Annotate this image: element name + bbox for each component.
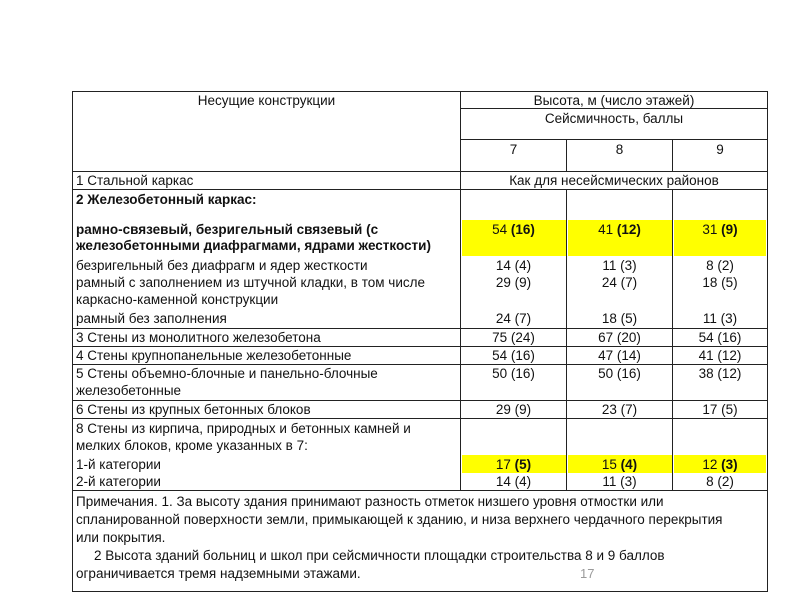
row3-value-9: 54 (16) bbox=[698, 330, 742, 345]
divider-row2d-bottom bbox=[72, 328, 768, 329]
row2a-value-7: 54 (16) bbox=[492, 222, 535, 237]
row2c-value-9: 18 (5) bbox=[702, 275, 738, 290]
row2a-value-9: 31 (9) bbox=[702, 222, 738, 237]
notes-line2: спланированной поверхности земли, примыкающей к зданию, и низа верхнего чердачного перекрытия bbox=[76, 512, 723, 527]
row2b-label: безригельный без диафрагм и ядер жесткости bbox=[76, 258, 368, 273]
notes-line5: ограничивается тремя надземными этажами. bbox=[76, 566, 361, 581]
row2c-value-8: 24 (7) bbox=[601, 275, 638, 290]
divider-row8-bottom bbox=[72, 490, 768, 491]
row8b-label: 2-й категории bbox=[76, 474, 161, 489]
header-seismic: Сейсмичность, баллы bbox=[544, 111, 684, 126]
row4-value-8: 47 (14) bbox=[598, 348, 641, 363]
row2b-value-9: 8 (2) bbox=[706, 258, 734, 273]
row3-value-7: 75 (24) bbox=[492, 330, 535, 345]
divider-row4-bottom bbox=[72, 364, 768, 365]
table-border-left bbox=[72, 91, 73, 592]
divider-row1-bottom bbox=[72, 189, 768, 190]
row2c-label-line1: рамный с заполнением из штучной кладки, в том числе bbox=[76, 275, 426, 290]
row2a-label-line1: рамно-связевый, безригельный связевый (с bbox=[76, 222, 379, 237]
row5-value-7: 50 (16) bbox=[492, 366, 535, 381]
row2a-label-line2: железобетонными диафрагмами, ядрами жесткости) bbox=[76, 238, 431, 253]
row6-value-9: 17 (5) bbox=[702, 402, 738, 417]
row8a-value-7: 17 (5) bbox=[495, 457, 532, 472]
row3-value-8: 67 (20) bbox=[598, 330, 641, 345]
row6-label: 6 Стены из крупных бетонных блоков bbox=[76, 402, 311, 417]
divider-header-seismic bbox=[460, 139, 768, 140]
row5-label-line2: железобетонные bbox=[76, 383, 182, 398]
row2d-value-9: 11 (3) bbox=[702, 311, 738, 326]
row2a-value-8: 41 (12) bbox=[598, 222, 641, 237]
row5-label-line1: 5 Стены объемно-блочные и панельно-блочные bbox=[76, 366, 378, 381]
header-col-7: 7 bbox=[509, 142, 518, 157]
notes-line4: 2 Высота зданий больниц и школ при сейсмичности площадки строительства 8 и 9 баллов bbox=[94, 548, 665, 563]
notes-line3: или покрытия. bbox=[76, 530, 166, 545]
row4-value-9: 41 (12) bbox=[698, 348, 742, 363]
header-structures: Несущие конструкции bbox=[197, 93, 336, 108]
row5-value-9: 38 (12) bbox=[698, 366, 742, 381]
row8-label-line2: мелких блоков, кроме указанных в 7: bbox=[76, 438, 308, 453]
row6-value-8: 23 (7) bbox=[601, 402, 638, 417]
row4-label: 4 Стены крупнопанельные железобетонные bbox=[76, 348, 352, 363]
row6-value-7: 29 (9) bbox=[495, 402, 532, 417]
row8b-value-7: 14 (4) bbox=[495, 474, 532, 489]
row8a-label: 1-й категории bbox=[76, 457, 161, 472]
row1-label: 1 Стальной каркас bbox=[76, 173, 194, 188]
header-col-9: 9 bbox=[716, 142, 724, 157]
table-border-top bbox=[72, 91, 768, 92]
row3-label: 3 Стены из монолитного железобетона bbox=[76, 330, 321, 345]
row8b-value-8: 11 (3) bbox=[602, 474, 637, 489]
row2b-value-8: 11 (3) bbox=[602, 258, 637, 273]
row2b-value-7: 14 (4) bbox=[495, 258, 532, 273]
divider-row3-bottom bbox=[72, 346, 768, 347]
row8b-value-9: 8 (2) bbox=[706, 474, 734, 489]
row2-label: 2 Железобетонный каркас: bbox=[76, 192, 257, 207]
row8-label-line1: 8 Стены из кирпича, природных и бетонных камней и bbox=[76, 421, 411, 436]
divider-row5-bottom bbox=[72, 400, 768, 401]
table-border-bottom bbox=[72, 591, 768, 592]
row1-merged-value: Как для несейсмических районов bbox=[509, 173, 719, 188]
row2c-value-7: 29 (9) bbox=[495, 275, 532, 290]
row8a-value-8: 15 (4) bbox=[601, 457, 638, 472]
table-border-right bbox=[767, 91, 768, 592]
divider-header-bottom bbox=[72, 171, 768, 172]
row2c-label-line2: каркасно-каменной конструкции bbox=[76, 292, 279, 307]
row2d-value-8: 18 (5) bbox=[601, 311, 638, 326]
header-height: Высота, м (число этажей) bbox=[533, 93, 695, 108]
divider-row6-bottom bbox=[72, 418, 768, 419]
row4-value-7: 54 (16) bbox=[492, 348, 535, 363]
row8a-value-9: 12 (3) bbox=[702, 457, 738, 472]
notes-line1: Примечания. 1. За высоту здания принимают разность отметок низшего уровня отмостки или bbox=[76, 494, 664, 509]
row2d-label: рамный без заполнения bbox=[76, 311, 227, 326]
divider-header-height bbox=[460, 108, 768, 109]
header-col-8: 8 bbox=[615, 142, 624, 157]
row5-value-8: 50 (16) bbox=[598, 366, 641, 381]
row2d-value-7: 24 (7) bbox=[495, 311, 532, 326]
page-number: 17 bbox=[580, 566, 595, 581]
